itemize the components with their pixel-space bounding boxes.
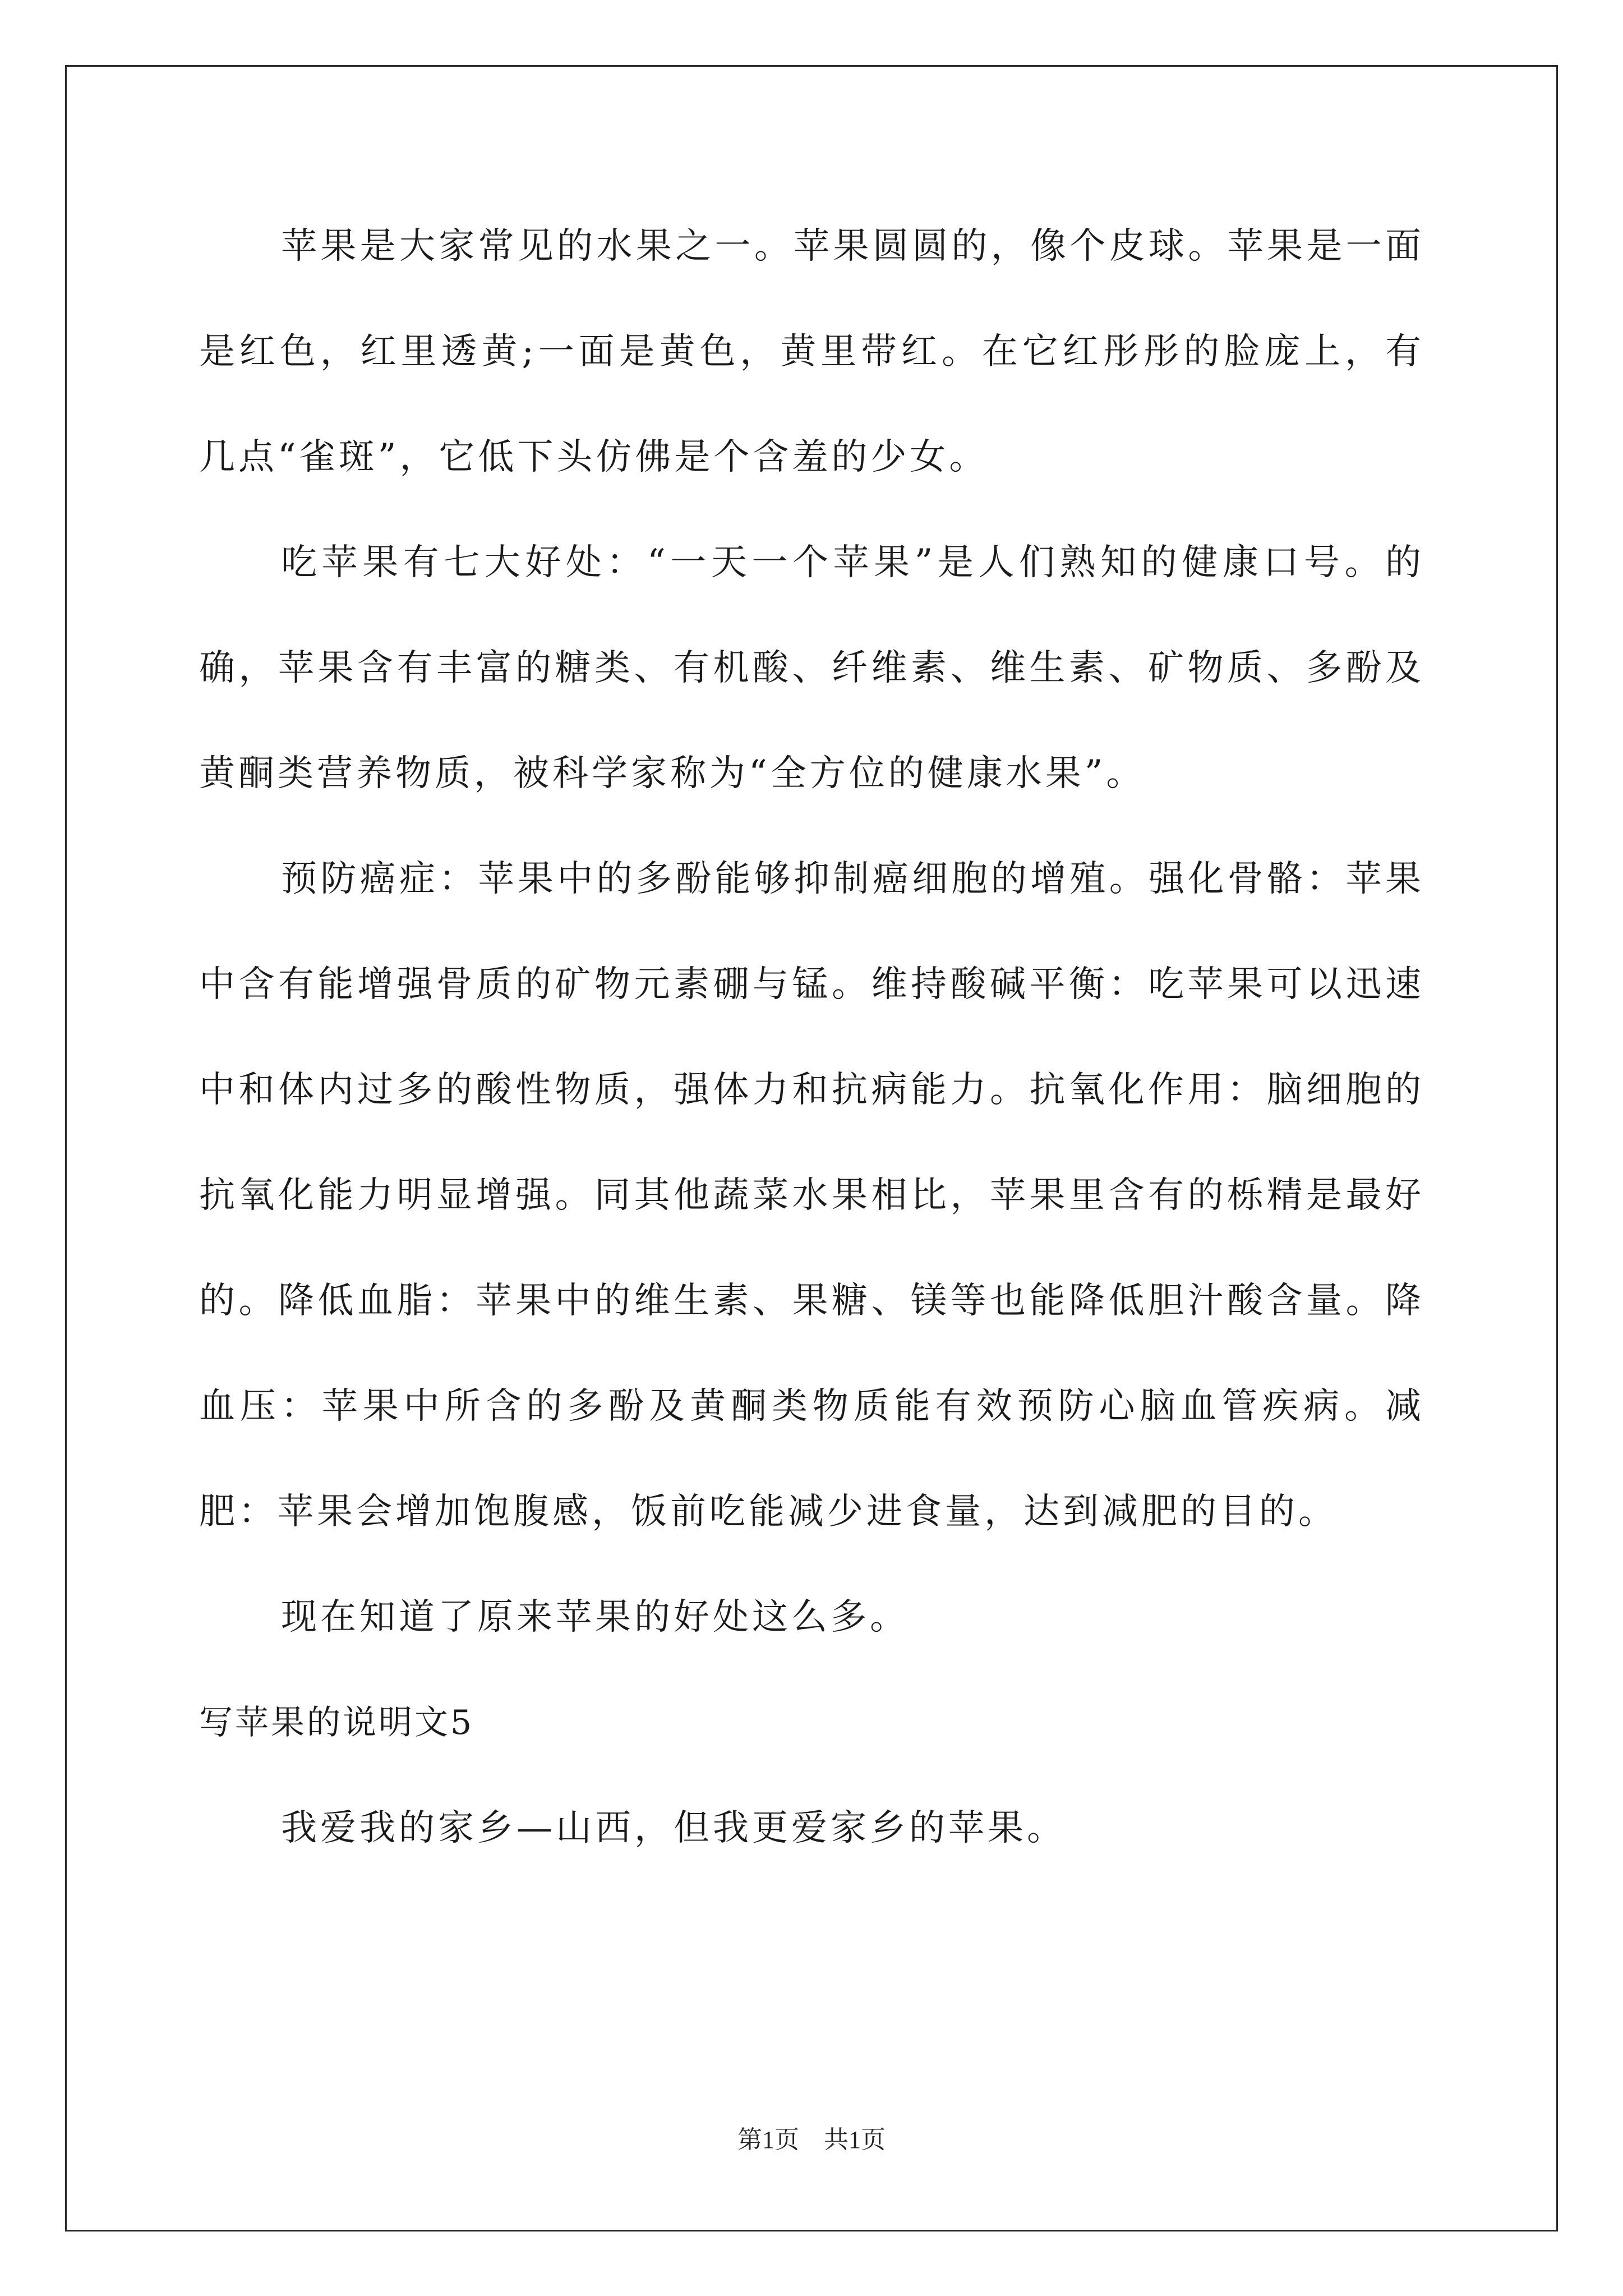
paragraph-conclusion: 现在知道了原来苹果的好处这么多。 — [281, 1596, 909, 1638]
paragraph-health-effects: 预防癌症：苹果中的多酚能够抑制癌细胞的增殖。强化骨骼：苹果中含有能增强骨质的矿物元素硼与锰。维持酸碱平衡：吃苹果可以迅速中和体内过多的酸性物质，强体力和抗病能力。抗氧化作用：脑细胞的抗氧化能力明显增强。同其他蔬菜水果相比，苹果里含有的栎精是最好的。降低血脂：苹果中的维生素、果糖、镁等也能降低胆汁酸含量。降血压：苹果中所含的多酚及黄酮类物质能有效预防心脑血管疾病。减肥：苹果会增加饱腹感，饭前吃能减少进食量，达到减肥的目的。 — [199, 858, 1424, 1533]
section-heading: 写苹果的说明文5 — [199, 1703, 474, 1742]
paragraph-apple-appearance: 苹果是大家常见的水果之一。苹果圆圆的，像个皮球。苹果是一面是红色，红里透黄;一面是黄色，黄里带红。在它红彤彤的脸庞上，有几点“雀斑”，它低下头仿佛是个含羞的少女。 — [199, 226, 1424, 478]
paragraph-hometown: 我爱我的家乡—山西，但我更爱家乡的苹果。 — [281, 1807, 1066, 1849]
paragraph-seven-benefits: 吃苹果有七大好处：“一天一个苹果”是人们熟知的健康口号。的确，苹果含有丰富的糖类、有机酸、纤维素、维生素、矿物质、多酚及黄酮类营养物质，被科学家称为“全方位的健康水果”。 — [199, 542, 1424, 794]
page-number-footer: 第1页 共1页 — [737, 2126, 886, 2154]
document-body — [199, 194, 1424, 1881]
